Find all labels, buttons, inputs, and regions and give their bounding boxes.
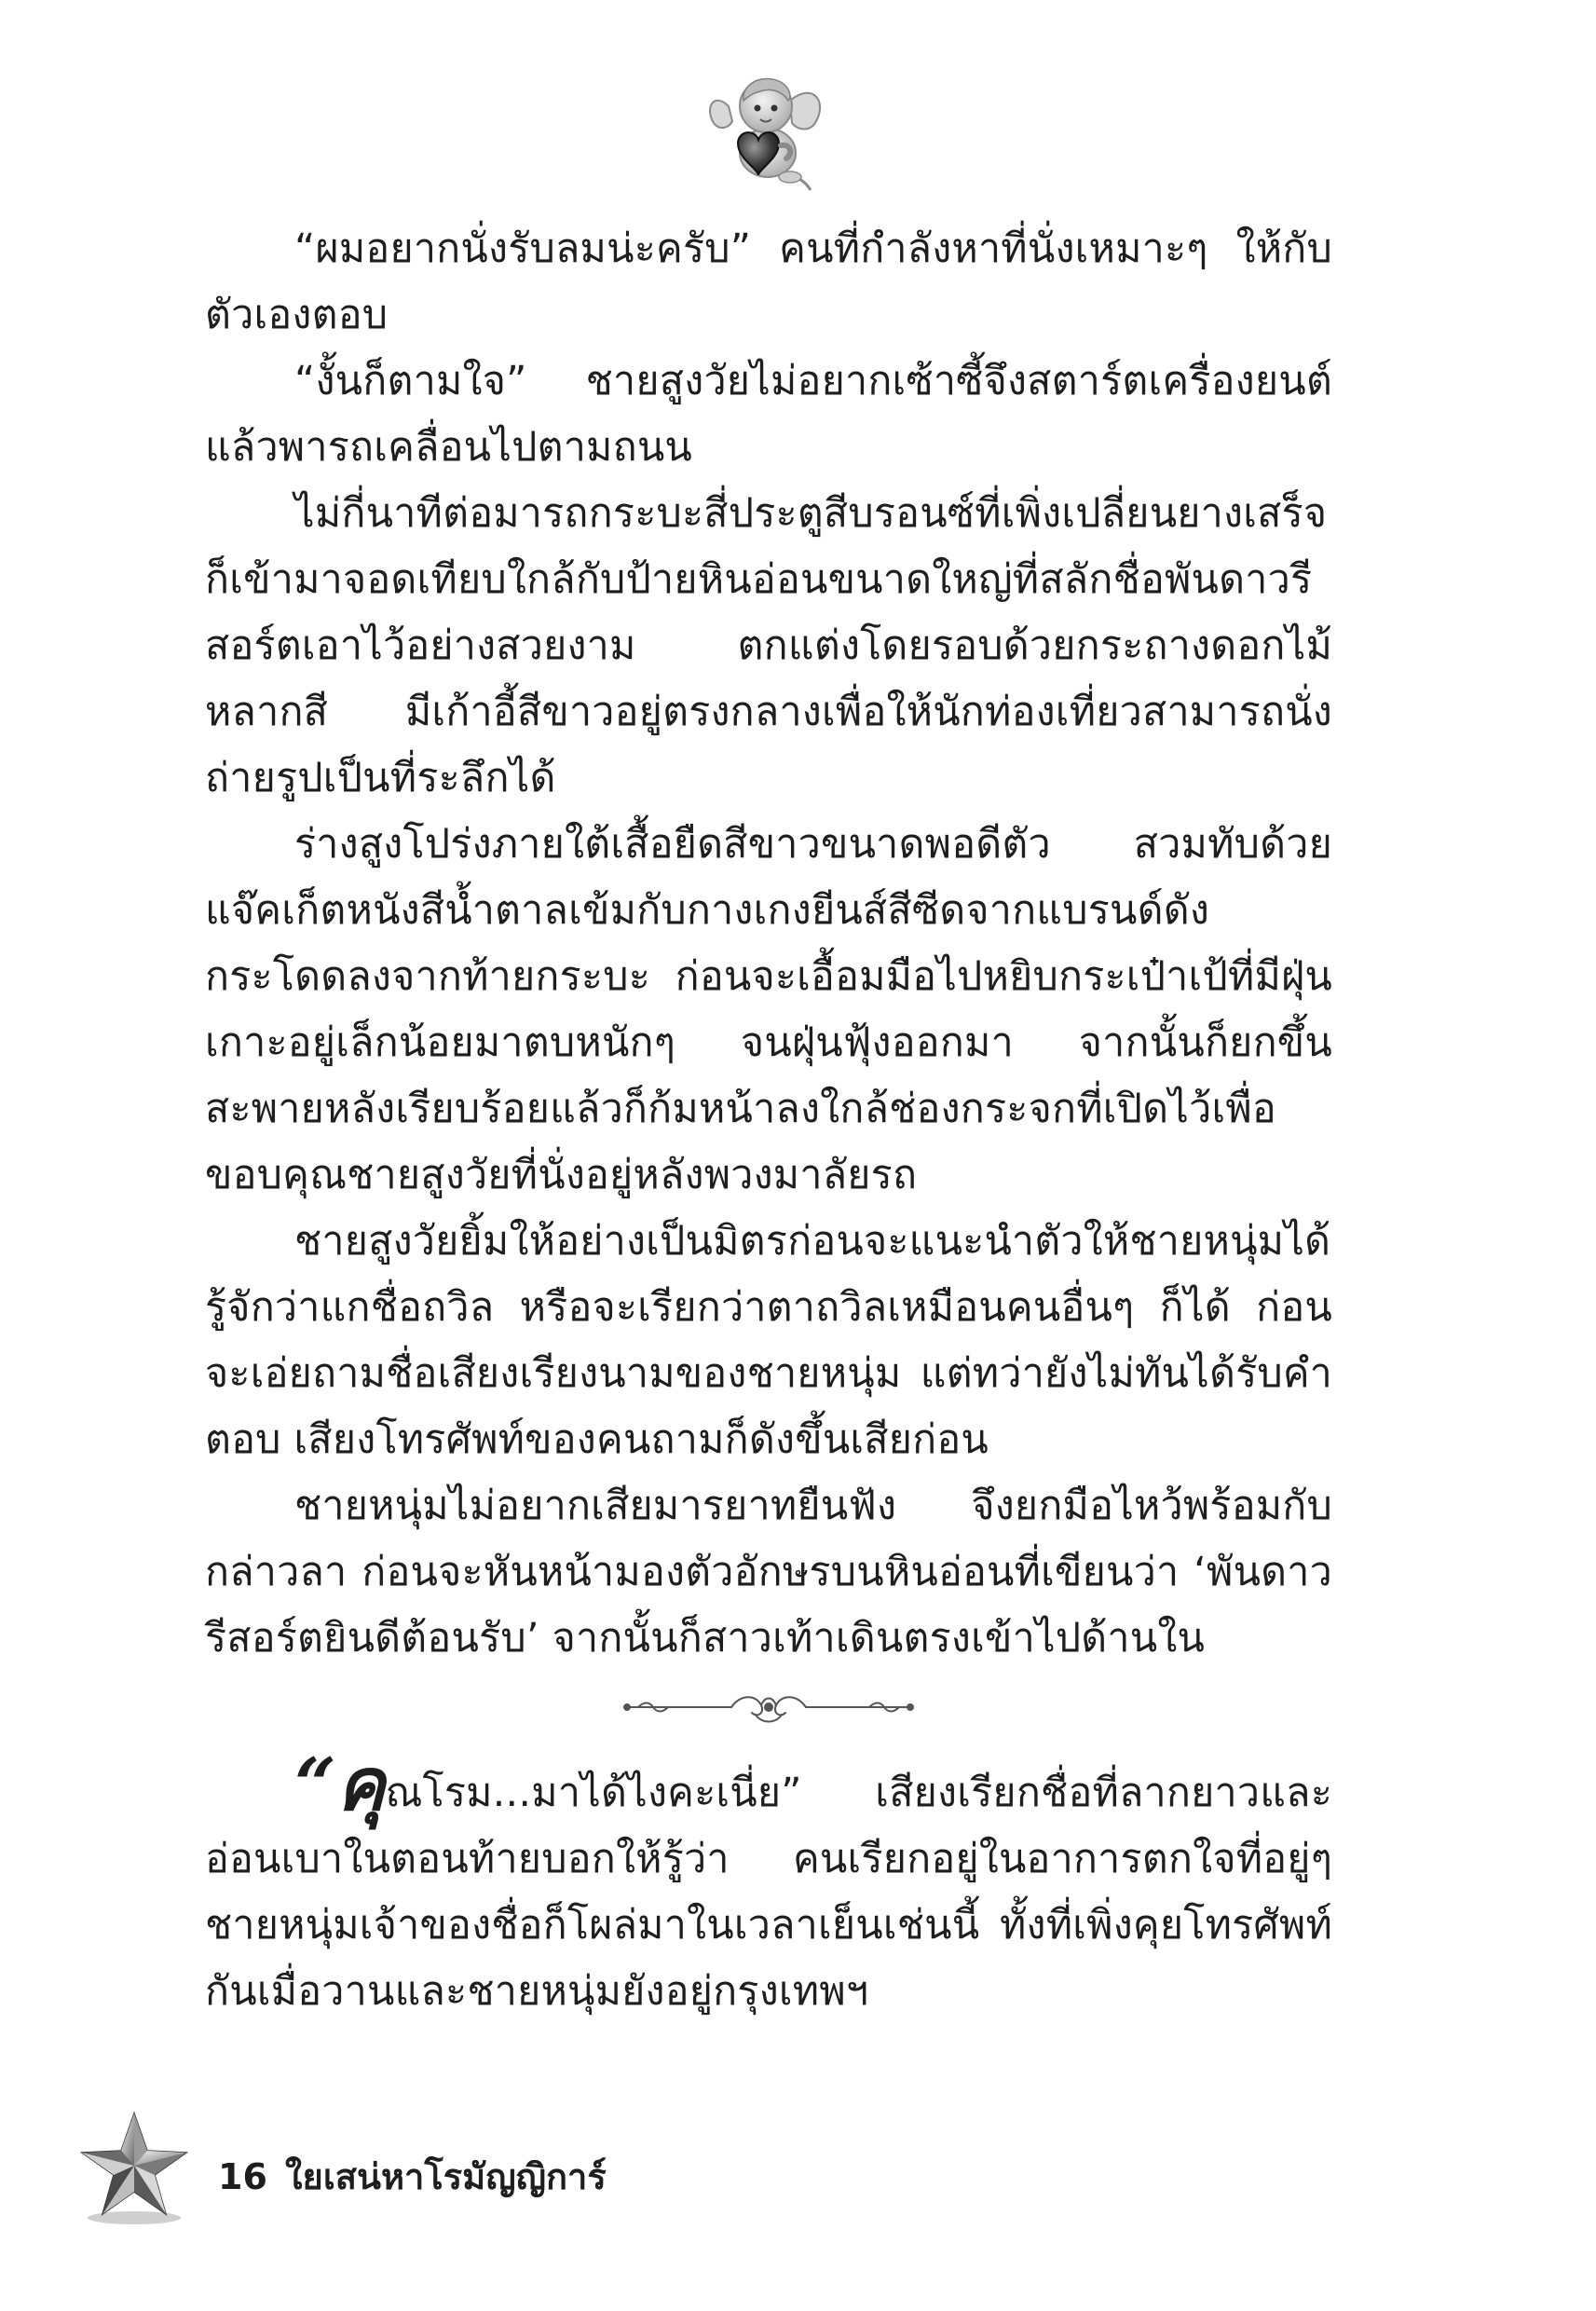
running-title: ใยเสน่หาโรมัญญิการ์ bbox=[285, 2156, 607, 2197]
star-icon bbox=[71, 2108, 201, 2229]
paragraph-6: ชายหนุ่มไม่อยากเสียมารยาทยืนฟัง จึงยกมือไหว้พร้อมกับกล่าวลา ก่อนจะหันหน้ามองตัวอักษรบนหินอ่อนที่เขียนว่า ‘พันดาวรีสอร์ตยินดีต้อนรับ’ จากนั้นก็สาวเท้าเดินตรงเข้าไปด้านใน bbox=[205, 1483, 1332, 1661]
section-divider bbox=[205, 1672, 1332, 1757]
paragraph-7-text: ณโรม...มาได้ไงคะเนี่ย” เสียงเรียกชื่อที่ลากยาวและอ่อนเบาในตอนท้ายบอกให้รู้ว่า คนเรียกอยู่ในอาการตกใจที่อยู่ๆ ชายหนุ่มเจ้าของชื่อก็โผล่มาในเวลาเย็นเช่นนี้ ทั้งที่เพิ่งคุยโทรศัพท์กันเมื่อวานและชายหนุ่มยังอยู่กรุงเทพฯ bbox=[205, 1770, 1332, 2015]
page-footer bbox=[71, 2108, 723, 2229]
paragraph-7 bbox=[205, 1743, 1332, 2025]
paragraph-2: “งั้นก็ตามใจ” ชายสูงวัยไม่อยากเซ้าซี้จึงสตาร์ตเครื่องยนต์แล้วพารถเคลื่อนไปตามถนน bbox=[205, 358, 1332, 471]
paragraph-5: ชายสูงวัยยิ้มให้อย่างเป็นมิตรก่อนจะแนะนำตัวให้ชายหนุ่มได้รู้จักว่าแกชื่อถวิล หรือจะเรียกว่าตาถวิลเหมือนคนอื่นๆ ก็ได้ ก่อนจะเอ่ยถามชื่อเสียงเรียงนามของชายหนุ่ม แต่ทว่ายังไม่ทันได้รับคำตอบ เสียงโทรศัพท์ของคนถามก็ดังขึ้นเสียก่อน bbox=[205, 1218, 1332, 1463]
paragraph-1: “ผมอยากนั่งรับลมน่ะครับ” คนที่กำลังหาที่นั่งเหมาะๆ ให้กับตัวเองตอบ bbox=[205, 226, 1332, 338]
page-number: 16 bbox=[218, 2156, 267, 2197]
body-text bbox=[205, 216, 1332, 2025]
ornament-divider-icon bbox=[620, 1687, 918, 1728]
paragraph-4: ร่างสูงโปร่งภายใต้เสื้อยืดสีขาวขนาดพอดีตัว สวมทับด้วยแจ๊คเก็ตหนังสีน้ำตาลเข้มกับกางเกงยีนส์สีซีดจากแบรนด์ดังกระโดดลงจากท้ายกระบะ ก่อนจะเอื้อมมือไปหยิบกระเป๋าเป้ที่มีฝุ่นเกาะอยู่เล็กน้อยมาตบหนักๆ จนฝุ่นฟุ้งออกมา จากนั้นก็ยกขึ้นสะพายหลังเรียบร้อยแล้วก็ก้มหน้าลงใกล้ช่องกระจกที่เปิดไว้เพื่อขอบคุณชายสูงวัยที่นั่งอยู่หลังพวงมาลัยรถ bbox=[205, 821, 1332, 1198]
cupid-heart-icon bbox=[701, 63, 831, 194]
drop-cap: “คุ bbox=[294, 1743, 386, 1827]
paragraph-3: ไม่กี่นาทีต่อมารถกระบะสี่ประตูสีบรอนซ์ที่เพิ่งเปลี่ยนยางเสร็จก็เข้ามาจอดเทียบใกล้กับป้ายหินอ่อนขนาดใหญ่ที่สลักชื่อพันดาวรีสอร์ตเอาไว้อย่างสวยงาม ตกแต่งโดยรอบด้วยกระถางดอกไม้หลากสี มีเก้าอี้สีขาวอยู่ตรงกลางเพื่อให้นักท่องเที่ยวสามารถนั่งถ่ายรูปเป็นที่ระลึกได้ bbox=[205, 490, 1332, 801]
